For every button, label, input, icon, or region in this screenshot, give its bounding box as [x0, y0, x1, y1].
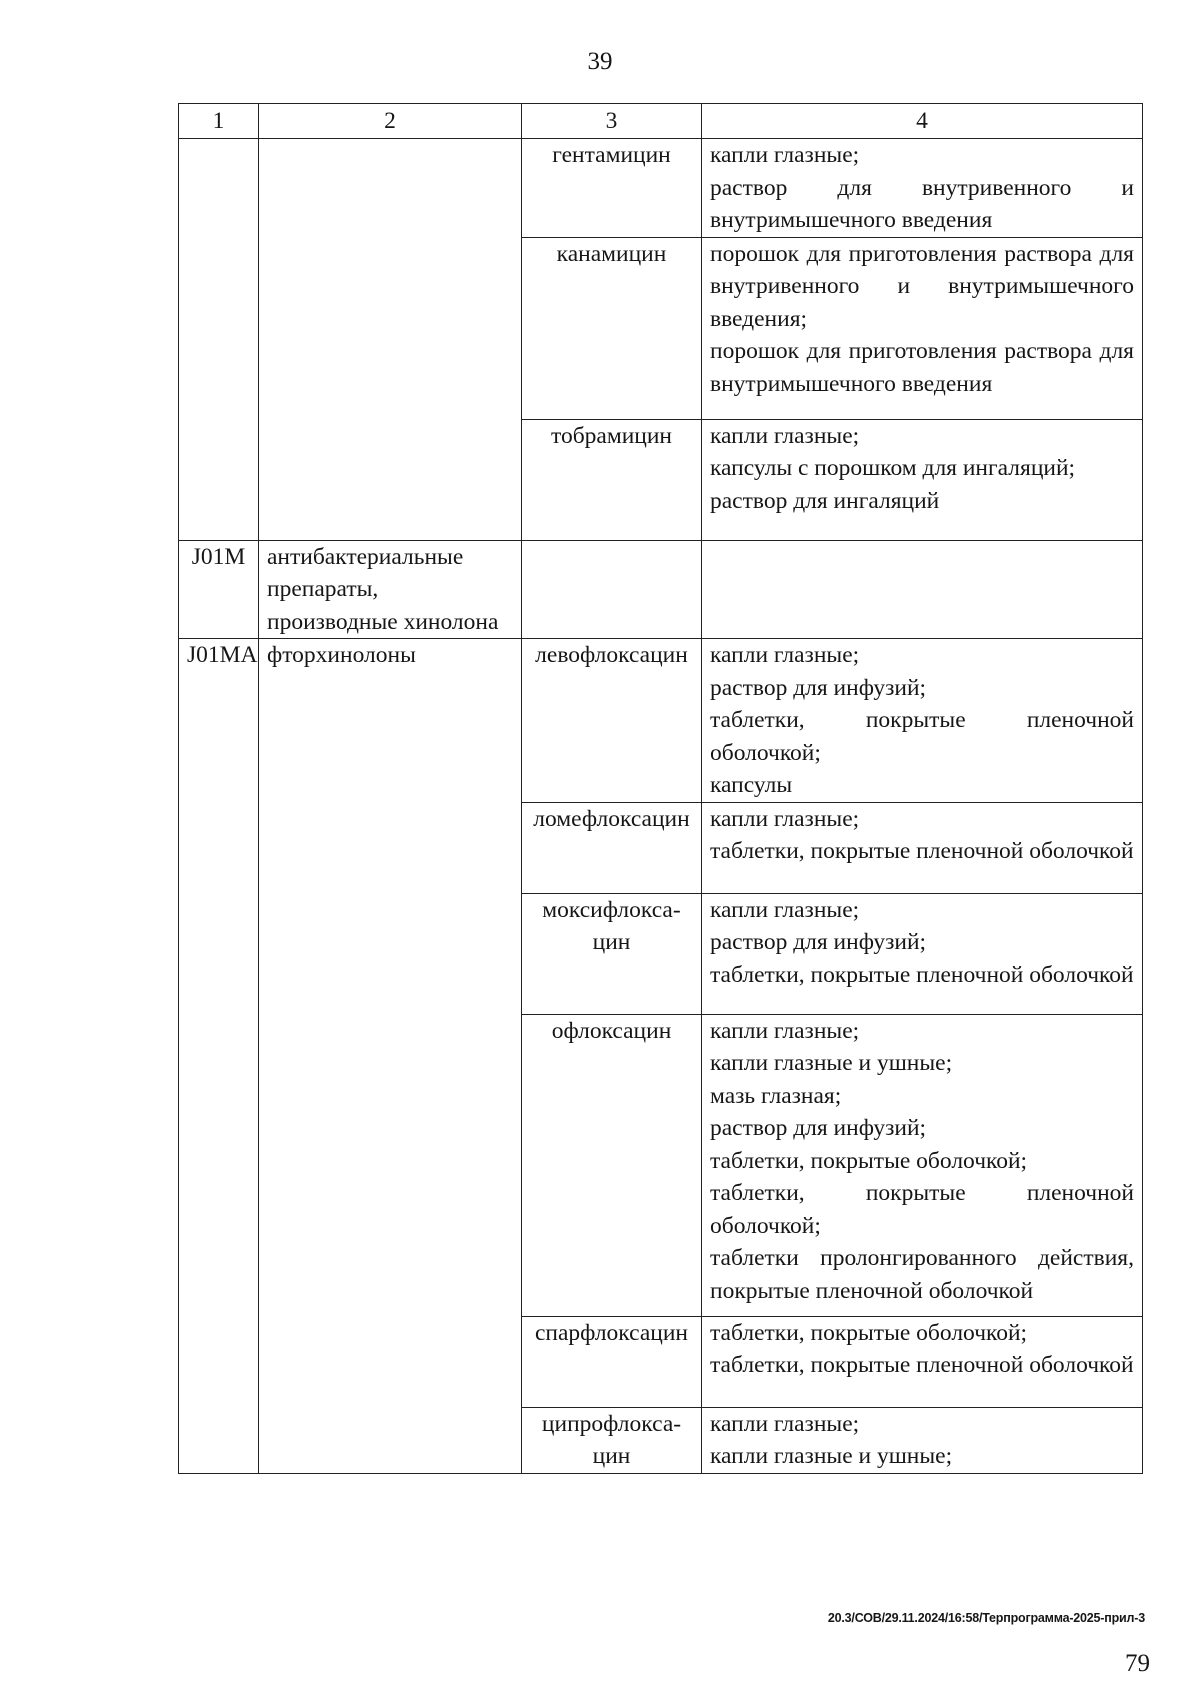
- sheet-number: 79: [1125, 1650, 1150, 1677]
- header-col-2: 2: [259, 104, 522, 139]
- form-line: таблетки пролонгированного действия, покрытые пленочной оболочкой: [710, 1245, 1134, 1304]
- form-line: капли глазные;: [710, 805, 860, 832]
- table-row: [179, 139, 1143, 238]
- group-text: антибактериальные препараты, производные хинолона: [267, 543, 499, 635]
- substance-cell: тобрамицин: [522, 419, 702, 540]
- substance-cell: ципрофлокса-цин: [522, 1407, 702, 1473]
- header-col-3: 3: [522, 104, 702, 139]
- form-line: капли глазные;: [710, 422, 860, 449]
- forms-cell: [702, 419, 1143, 540]
- substance-cell: канамицин: [522, 237, 702, 419]
- forms-cell: [702, 139, 1143, 238]
- group-cell: [259, 139, 522, 541]
- form-line: капли глазные;: [710, 896, 860, 923]
- forms-cell: [702, 893, 1143, 1014]
- form-line: таблетки, покрытые пленочной оболочкой;: [710, 707, 1134, 766]
- code-cell: J01MA: [179, 639, 259, 1474]
- form-line: капсулы с порошком для ингаляций;: [710, 455, 1076, 481]
- code-cell: J01M: [179, 540, 259, 639]
- form-line: раствор для инфузий;: [710, 674, 927, 701]
- group-cell: [259, 639, 522, 1474]
- form-line: порошок для приготовления раствора для внутримышечного введения: [710, 338, 1134, 397]
- group-cell: [259, 540, 522, 639]
- substance-cell: ломефлоксацин: [522, 802, 702, 893]
- form-line: капсулы: [710, 772, 793, 798]
- form-line: таблетки, покрытые оболочкой;: [710, 1147, 1028, 1174]
- form-line: капли глазные;: [710, 642, 860, 668]
- form-line: капли глазные и ушные;: [710, 1443, 953, 1469]
- substance-cell: левофлоксацин: [522, 639, 702, 803]
- substance-cell: [522, 540, 702, 639]
- forms-cell: [702, 639, 1143, 803]
- header-col-1: 1: [179, 104, 259, 139]
- substance-cell: гентамицин: [522, 139, 702, 238]
- forms-cell: [702, 1316, 1143, 1407]
- drug-table: [178, 103, 1143, 1474]
- form-line: таблетки, покрытые оболочкой;: [710, 1319, 1028, 1346]
- substance-cell: спарфлоксацин: [522, 1316, 702, 1407]
- code-cell: [179, 139, 259, 541]
- document-stamp: 20.3/СОВ/29.11.2024/16:58/Терпрограмма-2025-прил-3: [827, 1611, 1145, 1625]
- form-line: капли глазные;: [710, 142, 860, 168]
- form-line: раствор для ингаляций: [710, 487, 940, 514]
- substance-cell: офлоксацин: [522, 1014, 702, 1316]
- forms-cell: [702, 802, 1143, 893]
- group-text: фторхинолоны: [267, 642, 416, 668]
- forms-cell: [702, 1014, 1143, 1316]
- header-row: [179, 104, 1143, 139]
- form-line: мазь глазная;: [710, 1082, 842, 1109]
- form-line: таблетки, покрытые пленочной оболочкой: [710, 1352, 1134, 1378]
- form-line: раствор для инфузий;: [710, 929, 927, 955]
- forms-cell: [702, 237, 1143, 419]
- form-line: раствор для внутривенного и внутримышечного введения: [710, 174, 1134, 233]
- substance-cell: моксифлокса-цин: [522, 893, 702, 1014]
- forms-cell: [702, 1407, 1143, 1473]
- table-row: [179, 540, 1143, 639]
- form-line: порошок для приготовления раствора для внутривенного и внутримышечного введения;: [710, 240, 1134, 332]
- form-line: капли глазные и ушные;: [710, 1050, 953, 1076]
- form-line: таблетки, покрытые пленочной оболочкой: [710, 838, 1134, 864]
- form-line: таблетки, покрытые пленочной оболочкой;: [710, 1180, 1134, 1239]
- header-col-4: 4: [702, 104, 1143, 139]
- form-line: таблетки, покрытые пленочной оболочкой: [710, 961, 1134, 988]
- forms-cell: [702, 540, 1143, 639]
- form-line: капли глазные;: [710, 1410, 860, 1437]
- form-line: капли глазные;: [710, 1017, 860, 1044]
- table-row: [179, 639, 1143, 803]
- form-line: раствор для инфузий;: [710, 1115, 927, 1141]
- page-number: 39: [587, 48, 613, 75]
